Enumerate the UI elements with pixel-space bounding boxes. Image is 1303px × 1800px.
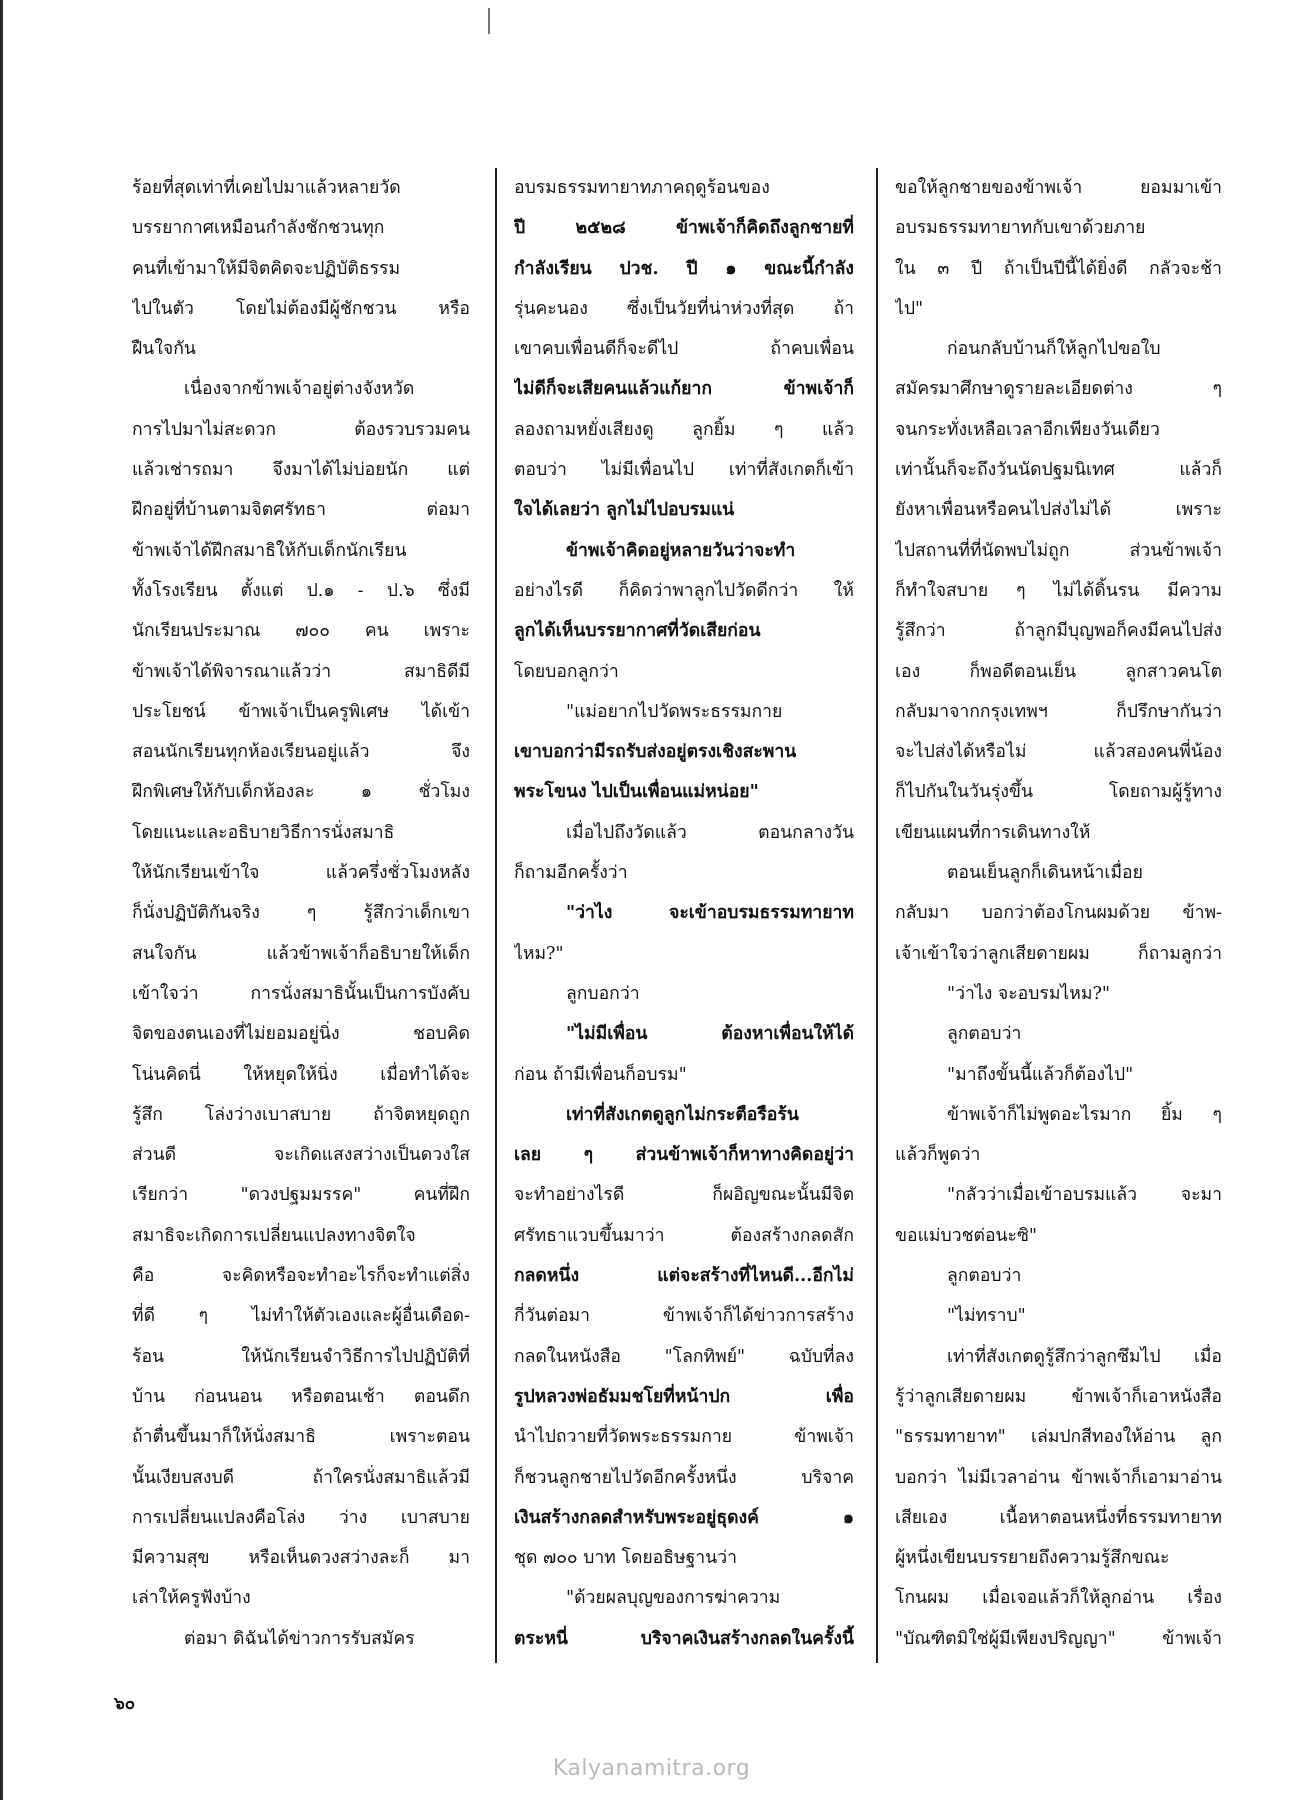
text-line: เขาบอกว่ามีรถรับส่งอยู่ตรงเชิงสะพาน: [514, 741, 797, 763]
text-line: ฝึกพิเศษให้กับเด็กห้องละ ๑ ชั่วโมง: [132, 782, 470, 803]
text-line: กลดหนึ่ง แต่จะสร้างที่ไหนดี...อีกไม่: [514, 1265, 854, 1287]
text-line: ร้อยที่สุดเท่าที่เคยไปมาแล้วหลายวัด: [132, 178, 401, 198]
text-line: ไม่ดีก็จะเสียคนแล้วแก้ยาก ข้าพเจ้าก็: [514, 378, 854, 400]
text-line: นักเรียนประมาณ ๗๐๐ คน เพราะ: [132, 621, 470, 642]
text-line: ก่อนกลับบ้านก็ให้ลูกไปขอใบ: [947, 339, 1161, 360]
text-line: ข้าพเจ้าก็ไม่พูดอะไรมาก ยิ้ม ๆ: [947, 1104, 1222, 1125]
text-line: ขอแม่บวชต่อนะซิ": [895, 1225, 1038, 1246]
text-line: การไปมาไม่สะดวก ต้องรวบรวมคน: [132, 419, 470, 440]
text-column-1: [132, 168, 470, 1668]
text-line: บ้าน ก่อนนอน หรือตอนเช้า ตอนดึก: [132, 1386, 470, 1407]
text-column-3: [895, 168, 1222, 1668]
text-line: ฝืนใจกัน: [132, 339, 196, 360]
text-line: สมัครมาศึกษาดูรายละเอียดต่าง ๆ: [895, 379, 1222, 400]
text-line: เลย ๆ ส่วนข้าพเจ้าก็หาทางคิดอยู่ว่า: [514, 1144, 854, 1166]
text-line: สอนนักเรียนทุกห้องเรียนอยู่แล้ว จึง: [132, 742, 470, 763]
article-body: [132, 168, 1222, 1668]
text-line: ตอบว่า ไม่มีเพื่อนไป เท่าที่สังเกตก็เข้า: [514, 460, 854, 481]
text-line: จิตของตนเองที่ไม่ยอมอยู่นิ่ง ชอบคิด: [132, 1024, 470, 1045]
text-column-2: [514, 168, 854, 1668]
text-line: ก็ทำใจสบาย ๆ ไม่ได้ดิ้นรน มีความ: [895, 580, 1222, 601]
text-line: คนที่เข้ามาให้มีจิตคิดจะปฏิบัติธรรม: [132, 258, 401, 279]
text-line: เข้าใจว่า การนั่งสมาธินั้นเป็นการบังคับ: [132, 983, 470, 1004]
text-line: ทั้งโรงเรียน ตั้งแต่ ป.๑ - ป.๖ ซึ่งมี: [132, 580, 470, 601]
text-line: เมื่อไปถึงวัดแล้ว ตอนกลางวัน: [566, 822, 854, 843]
text-line: "แม่อยากไปวัดพระธรรมกาย: [566, 701, 783, 722]
text-line: กำลังเรียน ปวช. ปี ๑ ขณะนี้กำลัง: [514, 257, 854, 279]
text-line: แล้วเช่ารถมา จึงมาได้ไม่บ่อยนัก แต่: [132, 460, 470, 481]
text-line: ลูกบอกว่า: [566, 983, 640, 1004]
text-line: กี่วันต่อมา ข้าพเจ้าก็ได้ข่าวการสร้าง: [514, 1306, 854, 1327]
text-line: เนื่องจากข้าพเจ้าอยู่ต่างจังหวัด: [184, 379, 415, 400]
page-edge: [0, 0, 3, 1800]
text-line: ลูกตอบว่า: [947, 1266, 1022, 1287]
text-line: เสียเอง เนื้อหาตอนหนึ่งที่ธรรมทายาท: [895, 1507, 1222, 1528]
text-line: อย่างไรดี ก็คิดว่าพาลูกไปวัดดีกว่า ให้: [514, 580, 854, 601]
text-line: คือ จะคิดหรือจะทำอะไรก็จะทำแต่สิ่ง: [132, 1266, 470, 1287]
text-line: จะไปส่งได้หรือไม่ แล้วสองคนพี่น้อง: [895, 742, 1222, 763]
text-line: เล่าให้ครูฟังบ้าง: [132, 1588, 251, 1609]
text-line: โน่นคิดนี่ ให้หยุดให้นิ่ง เมื่อทำได้จะ: [132, 1064, 470, 1085]
text-line: รู้ว่าลูกเสียดายผม ข้าพเจ้าก็เอาหนังสือ: [895, 1386, 1222, 1407]
text-line: เท่าที่สังเกตดูลูกไม่กระตือรือร้น: [566, 1103, 799, 1125]
text-line: ก็ชวนลูกชายไปวัดอีกครั้งหนึ่ง บริจาค: [514, 1467, 854, 1488]
text-line: ประโยชน์ ข้าพเจ้าเป็นครูพิเศษ ได้เข้า: [132, 701, 470, 722]
text-line: รูปหลวงพ่อธัมมชโยที่หน้าปก เพื่อ: [514, 1385, 854, 1407]
text-line: ก็นั่งปฏิบัติกันจริง ๆ รู้สึกว่าเด็กเขา: [132, 903, 470, 924]
text-line: อบรมธรรมทายาทกับเขาด้วยภาย: [895, 218, 1146, 239]
text-line: ข้าพเจ้าได้พิจารณาแล้วว่า สมาธิดีมี: [132, 661, 470, 682]
text-line: อบรมธรรมทายาทภาคฤดูร้อนของ: [514, 178, 770, 198]
text-line: ปี ๒๕๒๘ ข้าพเจ้าก็คิดถึงลูกชายที่: [514, 217, 854, 239]
text-line: สนใจกัน แล้วข้าพเจ้าก็อธิบายให้เด็ก: [132, 943, 470, 964]
text-line: ก็ถามอีกครั้งว่า: [514, 863, 628, 884]
text-line: รู้สึก โล่งว่างเบาสบาย ถ้าจิตหยุดถูก: [132, 1104, 470, 1125]
text-line: ส่วนดี จะเกิดแสงสว่างเป็นดวงใส: [132, 1145, 470, 1166]
text-line: ถ้าตื่นขึ้นมาก็ให้นั่งสมาธิ เพราะตอน: [132, 1427, 470, 1448]
text-line: แล้วก็พูดว่า: [895, 1145, 981, 1166]
text-line: ให้นักเรียนเข้าใจ แล้วครึ่งชั่วโมงหลัง: [132, 863, 470, 884]
text-line: ลองถามหยั่งเสียงดู ลูกยิ้ม ๆ แล้ว: [514, 419, 854, 440]
text-line: เขียนแผนที่การเดินทางให้: [895, 822, 1091, 843]
text-line: รุ่นคะนอง ซึ่งเป็นวัยที่น่าห่วงที่สุด ถ้า: [514, 298, 854, 319]
text-line: ก่อน ถ้ามีเพื่อนก็อบรม": [514, 1064, 687, 1085]
text-line: ใน ๓ ปี ถ้าเป็นปีนี้ได้ยิ่งดี กลัวจะช้า: [895, 258, 1222, 279]
text-line: กลับมา บอกว่าต้องโกนผมด้วย ข้าพ-: [895, 903, 1222, 924]
text-line: นั้นเงียบสงบดี ถ้าใครนั่งสมาธิแล้วมี: [132, 1467, 470, 1488]
text-line: ก็ไปกันในวันรุ่งขึ้น โดยถามผู้รู้ทาง: [895, 782, 1222, 803]
text-line: ข้าพเจ้าคิดอยู่หลายวันว่าจะทำ: [566, 539, 796, 561]
text-line: ฝึกอยู่ที่บ้านตามจิตศรัทธา ต่อมา: [132, 500, 470, 521]
text-line: นำไปถวายที่วัดพระธรรมกาย ข้าพเจ้า: [514, 1427, 854, 1448]
text-line: เงินสร้างกลดสำหรับพระอยู่ธุดงค์ ๑: [514, 1506, 854, 1528]
text-line: ไปสถานที่ที่นัดพบไม่ถูก ส่วนข้าพเจ้า: [895, 540, 1222, 561]
text-line: ลูกได้เห็นบรรยากาศที่วัดเสียก่อน: [514, 620, 761, 642]
text-line: การเปลี่ยนแปลงคือโล่ง ว่าง เบาสบาย: [132, 1507, 470, 1528]
text-line: "ด้วยผลบุญของการฆ่าความ: [566, 1588, 781, 1609]
text-line: เท่าที่สังเกตดูรู้สึกว่าลูกซึมไป เมื่อ: [947, 1346, 1222, 1367]
text-line: ผู้หนึ่งเขียนบรรยายถึงความรู้สึกขณะ: [895, 1548, 1170, 1569]
text-line: ลูกตอบว่า: [947, 1024, 1022, 1045]
text-line: กลับมาจากกรุงเทพฯ ก็ปรึกษากันว่า: [895, 701, 1222, 722]
text-line: "ไม่มีเพื่อน ต้องหาเพื่อนให้ได้: [566, 1023, 854, 1045]
text-line: "กลัวว่าเมื่อเข้าอบรมแล้ว จะมา: [947, 1185, 1222, 1206]
text-line: "ว่าไง จะอบรมไหม?": [947, 983, 1110, 1004]
text-line: เรียกว่า "ดวงปฐมมรรค" คนที่ฝึก: [132, 1185, 470, 1206]
text-line: บอกว่า ไม่มีเวลาอ่าน ข้าพเจ้าก็เอามาอ่าน: [895, 1467, 1222, 1488]
text-line: ที่ดี ๆ ไม่ทำให้ตัวเองและผู้อื่นเดือด-: [132, 1306, 470, 1327]
text-line: ชุด ๗๐๐ บาท โดยอธิษฐานว่า: [514, 1548, 737, 1569]
text-line: จนกระทั่งเหลือเวลาอีกเพียงวันเดียว: [895, 419, 1160, 440]
text-line: ไป": [895, 298, 924, 319]
text-line: "บัณฑิตมิใช่ผู้มีเพียงปริญญา" ข้าพเจ้า: [895, 1628, 1222, 1649]
text-line: บรรยากาศเหมือนกำลังชักชวนทุก: [132, 218, 385, 239]
text-line: พระโขนง ไปเป็นเพื่อนแม่หน่อย": [514, 781, 759, 803]
text-line: "ไม่ทราบ": [947, 1306, 1026, 1327]
text-line: เท่านั้นก็จะถึงวันนัดปฐมนิเทศ แล้วก็: [895, 460, 1222, 481]
text-line: โดยแนะและอธิบายวิธีการนั่งสมาธิ: [132, 822, 395, 843]
text-line: โดยบอกลูกว่า: [514, 661, 619, 682]
text-line: กลดในหนังสือ "โลกทิพย์" ฉบับที่ลง: [514, 1346, 854, 1367]
text-line: โกนผม เมื่อเจอแล้วก็ให้ลูกอ่าน เรื่อง: [895, 1588, 1222, 1609]
text-line: "ว่าไง จะเข้าอบรมธรรมทายาท: [566, 902, 854, 924]
text-line: ต่อมา ดิฉันได้ข่าวการรับสมัคร: [184, 1628, 415, 1649]
text-line: ไปในตัว โดยไม่ต้องมีผู้ชักชวน หรือ: [132, 298, 470, 319]
text-line: ศรัทธาแวบขึ้นมาว่า ต้องสร้างกลดสัก: [514, 1225, 854, 1246]
scan-mark: [488, 8, 490, 34]
text-line: เขาคบเพื่อนดีก็จะดีไป ถ้าคบเพื่อน: [514, 339, 854, 360]
text-line: เอง ก็พอดีตอนเย็น ลูกสาวคนโต: [895, 661, 1222, 682]
page-number: ๖๐: [114, 1694, 136, 1714]
text-line: ยังหาเพื่อนหรือคนไปส่งไม่ได้ เพราะ: [895, 500, 1222, 521]
text-line: ร้อน ให้นักเรียนจำวิธีการไปปฏิบัติที่: [132, 1346, 470, 1367]
text-line: ข้าพเจ้าได้ฝึกสมาธิให้กับเด็กนักเรียน: [132, 540, 407, 561]
text-line: จะทำอย่างไรดี ก็ผอิญขณะนั้นมีจิต: [514, 1185, 854, 1206]
text-line: สมาธิจะเกิดการเปลี่ยนแปลงทางจิตใจ: [132, 1225, 416, 1246]
text-line: ตอนเย็นลูกก็เดินหน้าเมื่อย: [947, 863, 1143, 884]
text-line: มีความสุข หรือเห็นดวงสว่างละก็ มา: [132, 1548, 470, 1569]
text-line: ขอให้ลูกชายของข้าพเจ้า ยอมมาเข้า: [895, 178, 1222, 198]
text-line: "มาถึงขั้นนี้แล้วก็ต้องไป": [947, 1064, 1134, 1085]
text-line: ไหม?": [514, 943, 564, 964]
text-line: เจ้าเข้าใจว่าลูกเสียดายผม ก็ถามลูกว่า: [895, 943, 1222, 964]
text-line: ตระหนี่ บริจาคเงินสร้างกลดในครั้งนี้: [514, 1627, 854, 1649]
text-line: ใจได้เลยว่า ลูกไม่ไปอบรมแน่: [514, 499, 735, 521]
text-line: "ธรรมทายาท" เล่มปกสีทองให้อ่าน ลูก: [895, 1427, 1222, 1448]
text-line: รู้สึกว่า ถ้าลูกมีบุญพอก็คงมีคนไปส่ง: [895, 621, 1222, 642]
watermark: Kalyanamitra.org: [552, 1756, 751, 1781]
